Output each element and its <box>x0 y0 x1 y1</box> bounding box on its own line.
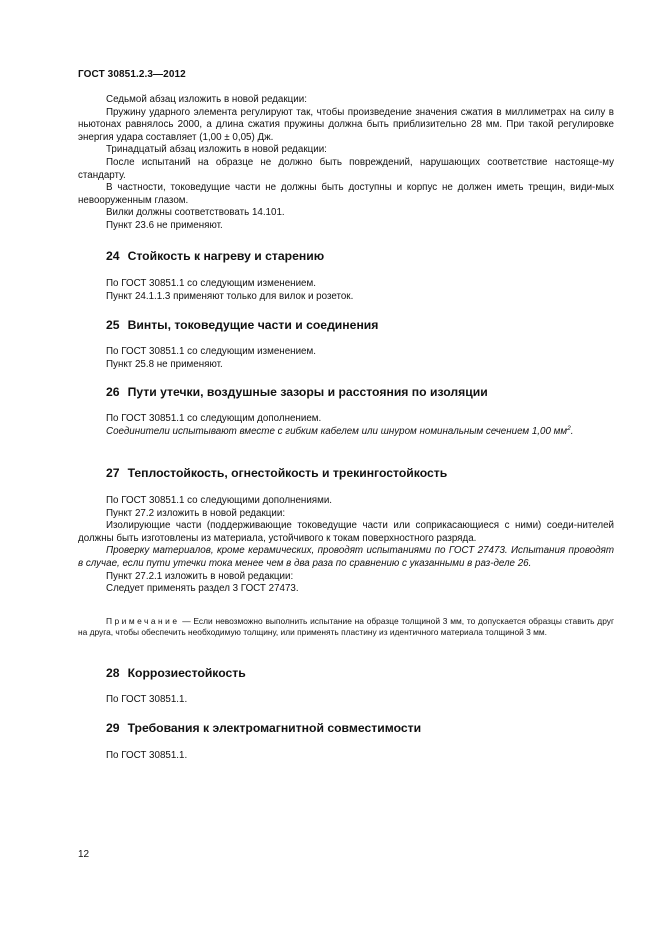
section-title: Винты, токоведущие части и соединения <box>127 318 379 332</box>
note-block <box>78 616 614 639</box>
paragraph: Тринадцатый абзац изложить в новой редакции: <box>106 144 327 156</box>
section-heading-28 <box>106 666 246 680</box>
paragraph: Пункт 27.2 изложить в новой редакции: <box>106 507 286 519</box>
paragraph: Изолирующие части (поддерживающие токоведущие части или соприкасающиеся с ними) соеди-нителей должны быть изготовлены из материала, устойчивого к токам поверхностного разряда. <box>78 520 614 544</box>
section-heading-24 <box>106 249 324 263</box>
paragraph: Пункт 25.8 не применяют. <box>106 358 223 370</box>
note <box>78 616 614 639</box>
section-26-body <box>78 413 614 438</box>
section-29-body <box>78 750 614 763</box>
paragraph: Пункт 24.1.1.3 применяют только для вилок и розеток. <box>106 290 354 302</box>
section-number: 24 <box>106 249 120 263</box>
paragraph: Пружину ударного элемента регулируют так, чтобы произведение значения сжатия в миллиметрах на силу в ньютонах равнялось 2000, а длина сжатия пружины должна быть приблизительно 28 мм. При такой регулировке энергия удара составляет (1,00 ± 0,05) Дж. <box>78 106 614 143</box>
paragraph: По ГОСТ 30851.1 со следующим изменением. <box>106 278 316 289</box>
section-title: Теплостойкость, огнестойкость и трекингостойкость <box>127 466 448 480</box>
paragraph: Седьмой абзац изложить в новой редакции: <box>106 94 307 105</box>
paragraph: По ГОСТ 30851.1 со следующим изменением. <box>106 346 316 357</box>
section-title: Требования к электромагнитной совместимости <box>127 721 422 735</box>
section-title: Стойкость к нагреву и старению <box>127 249 325 263</box>
section-title: Пути утечки, воздушные зазоры и расстояния по изоляции <box>127 385 488 399</box>
paragraph: По ГОСТ 30851.1 со следующим дополнением. <box>106 413 322 424</box>
section-title: Коррозиестойкость <box>127 666 246 680</box>
section-number: 27 <box>106 466 120 480</box>
section-heading-27 <box>106 466 447 480</box>
note-text: — Если невозможно выполнить испытание на образце толщиной 3 мм, то допускается образцы ставить друг на друга, чтобы обеспечить необходимую толщину, или применять пластину из идентичного материала толщиной 3 мм. <box>78 616 614 638</box>
section-number: 26 <box>106 385 120 399</box>
paragraph: Пункт 27.2.1 изложить в новой редакции: <box>106 570 294 582</box>
section-number: 25 <box>106 318 120 332</box>
section-number: 29 <box>106 721 120 735</box>
paragraph: По ГОСТ 30851.1. <box>106 694 188 705</box>
paragraph: Пункт 23.6 не применяют. <box>106 219 223 231</box>
intro-block <box>78 94 614 233</box>
section-heading-26 <box>106 385 488 399</box>
paragraph: Проверку материалов, кроме керамических, проводят испытаниями по ГОСТ 27473. Испытания проводят в случае, если пути утечки тока менее чем в два раза по сравнению с указанными в раз-деле 26. <box>78 545 614 569</box>
document-header: ГОСТ 30851.2.3—2012 <box>78 69 186 80</box>
section-27-body <box>78 495 614 596</box>
section-24-body <box>78 278 614 303</box>
paragraph: По ГОСТ 30851.1 со следующими дополнениями. <box>106 495 333 506</box>
paragraph: По ГОСТ 30851.1. <box>106 750 188 761</box>
section-number: 28 <box>106 666 120 680</box>
note-label: Примечание <box>106 616 180 626</box>
section-heading-29 <box>106 721 421 735</box>
paragraph: В частности, токоведущие части не должны быть доступны и корпус не должен иметь трещин, види-мых невооруженным глазом. <box>78 182 614 206</box>
paragraph: После испытаний на образце не должно быть повреждений, нарушающих соответствие настояще-му стандарту. <box>78 156 614 181</box>
paragraph: Соединители испытывают вместе с гибким кабелем или шнуром номинальным сечением 1,00 $мм^2$. <box>106 424 574 437</box>
section-25-body <box>78 346 614 371</box>
paragraph: Вилки должны соответствовать 14.101. <box>106 207 285 219</box>
section-28-body <box>78 694 614 707</box>
section-heading-25 <box>106 318 378 332</box>
paragraph: Следует применять раздел 3 ГОСТ 27473. <box>106 583 299 595</box>
page-number: 12 <box>78 849 90 860</box>
